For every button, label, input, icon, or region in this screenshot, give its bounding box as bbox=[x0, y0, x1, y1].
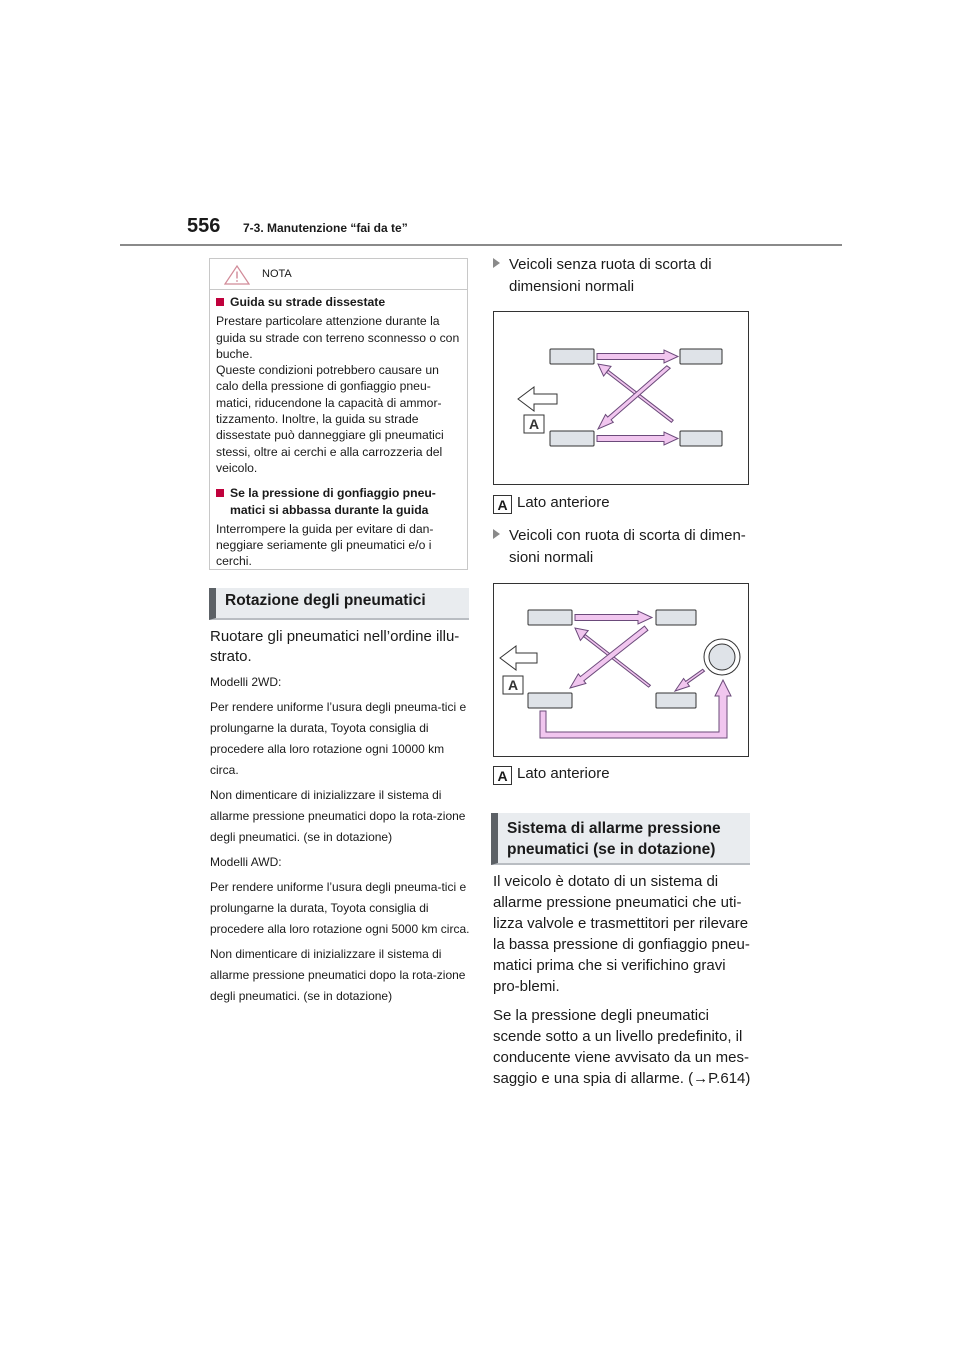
caption-text: Lato anteriore bbox=[517, 494, 610, 511]
rotation-lead: Ruotare gli pneumatici nell’ordine illu-strato. bbox=[210, 628, 460, 665]
nota-item-text: Prestare particolare attenzione durante la guida su strade con terreno sconnesso o con buche. Queste condizioni potrebbero causare un calo della pressione di gonfiaggio pneu-matici, riducendone la capacità di ammor-tizzamento. Inoltre, la guida su strade dissestate può danneggiare gli pneumatici stessi, oltre ai cerchi e alla carrozzeria del veicolo. bbox=[216, 314, 460, 475]
spare-tire-inner bbox=[709, 644, 735, 670]
triangle-bullet-icon bbox=[493, 529, 500, 539]
nota-heading-text: Guida su strade dissestate bbox=[230, 295, 386, 309]
paragraph: Modelli AWD: bbox=[210, 855, 282, 869]
nota-label: NOTA bbox=[262, 268, 292, 280]
diagram-caption bbox=[493, 494, 610, 514]
paragraph: Il veicolo è dotato di un sistema di allarme pressione pneumatici che uti-lizza valvole e trasmettitori per rilevare la bassa pressione di gonfiaggio pneu-matici prima che si verifichino gravi pro-blemi. bbox=[493, 873, 750, 995]
marker-a-label: A bbox=[493, 495, 512, 514]
warning-triangle-icon bbox=[224, 265, 250, 285]
tire-rear-right bbox=[680, 431, 722, 446]
rotation-diagram-svg bbox=[494, 584, 748, 756]
tire-front-right bbox=[680, 349, 722, 364]
heading-line: pneumatici (se in dotazione) bbox=[507, 841, 716, 858]
nota-item-heading bbox=[216, 294, 461, 310]
marker-a-label: A bbox=[493, 766, 512, 785]
marker-a-text: A bbox=[507, 677, 519, 693]
tpms-body bbox=[493, 871, 753, 1097]
red-square-bullet bbox=[216, 489, 224, 497]
title-line: Veicoli con ruota di scorta di dimen- bbox=[509, 527, 746, 544]
nota-heading-text: Se la pressione di gonfiaggio pneu-matici si abbassa durante la guida bbox=[230, 486, 436, 517]
rotation-diagram-svg bbox=[494, 312, 748, 484]
arrow-rear-left-to-right bbox=[597, 432, 678, 445]
marker-a-text: A bbox=[528, 416, 540, 432]
rotation-diagram-no-spare bbox=[493, 311, 749, 485]
rotation-heading: Rotazione degli pneumatici bbox=[209, 588, 469, 620]
rotation-diagram-with-spare bbox=[493, 583, 749, 757]
title-line: Veicoli senza ruota di scorta di bbox=[509, 256, 712, 273]
diagram-title-no-spare bbox=[493, 254, 753, 297]
rotation-notes bbox=[210, 672, 470, 1011]
nota-item-text: Interrompere la guida per evitare di dan-neggiare seriamente gli pneumatici e/o i cerchi. bbox=[216, 521, 434, 569]
nota-box bbox=[209, 258, 468, 570]
header-rule bbox=[120, 244, 842, 246]
arrow-spare-to-rear-right bbox=[675, 669, 705, 691]
tire-rear-left bbox=[528, 693, 572, 708]
paragraph: Per rendere uniforme l’usura degli pneuma-tici e prolungarne la durata, Toyota consiglia di procedere alla loro rotazione ogni 5000 km circa. bbox=[210, 880, 470, 936]
arrow-rear-left-to-spare bbox=[540, 680, 731, 738]
red-square-bullet bbox=[216, 298, 224, 306]
title-line: dimensioni normali bbox=[509, 277, 635, 295]
nota-item-heading bbox=[216, 485, 461, 518]
heading-line: Sistema di allarme pressione bbox=[507, 820, 721, 837]
tire-rear-right bbox=[656, 693, 696, 708]
paragraph: Se la pressione degli pneumatici scende sotto a un livello predefinito, il conducente viene avvisato da un mes-saggio e una spia di allarme. (→P.614) bbox=[493, 1007, 751, 1087]
tpms-heading bbox=[491, 813, 750, 865]
arrow-front-left-to-right bbox=[597, 350, 678, 363]
diagram-title-with-spare bbox=[493, 525, 753, 568]
nota-body bbox=[210, 290, 467, 570]
tire-front-right bbox=[656, 610, 696, 625]
triangle-bullet-icon bbox=[493, 258, 500, 268]
tire-front-left bbox=[528, 610, 572, 625]
page-number: 556 bbox=[187, 215, 221, 237]
arrow-front-right-to-rear-left bbox=[598, 366, 670, 429]
nota-header bbox=[210, 259, 467, 290]
diagram-caption bbox=[493, 765, 610, 785]
paragraph: Modelli 2WD: bbox=[210, 675, 282, 689]
arrow-front-left-to-right bbox=[575, 611, 652, 624]
section-title: 7-3. Manutenzione “fai da te” bbox=[243, 221, 408, 235]
title-line: sioni normali bbox=[509, 548, 594, 566]
tire-front-left bbox=[550, 349, 594, 364]
tire-rear-left bbox=[550, 431, 594, 446]
caption-text: Lato anteriore bbox=[517, 765, 610, 782]
front-direction-arrow-icon bbox=[500, 646, 537, 670]
paragraph: Non dimenticare di inizializzare il sistema di allarme pressione pneumatici dopo la rota-zione degli pneumatici. (se in dotazione) bbox=[210, 947, 466, 1003]
front-direction-arrow-icon bbox=[518, 387, 557, 411]
paragraph: Non dimenticare di inizializzare il sistema di allarme pressione pneumatici dopo la rota-zione degli pneumatici. (se in dotazione) bbox=[210, 788, 466, 844]
paragraph: Per rendere uniforme l’usura degli pneuma-tici e prolungarne la durata, Toyota consiglia di procedere alla loro rotazione ogni 10000 km circa. bbox=[210, 700, 467, 777]
